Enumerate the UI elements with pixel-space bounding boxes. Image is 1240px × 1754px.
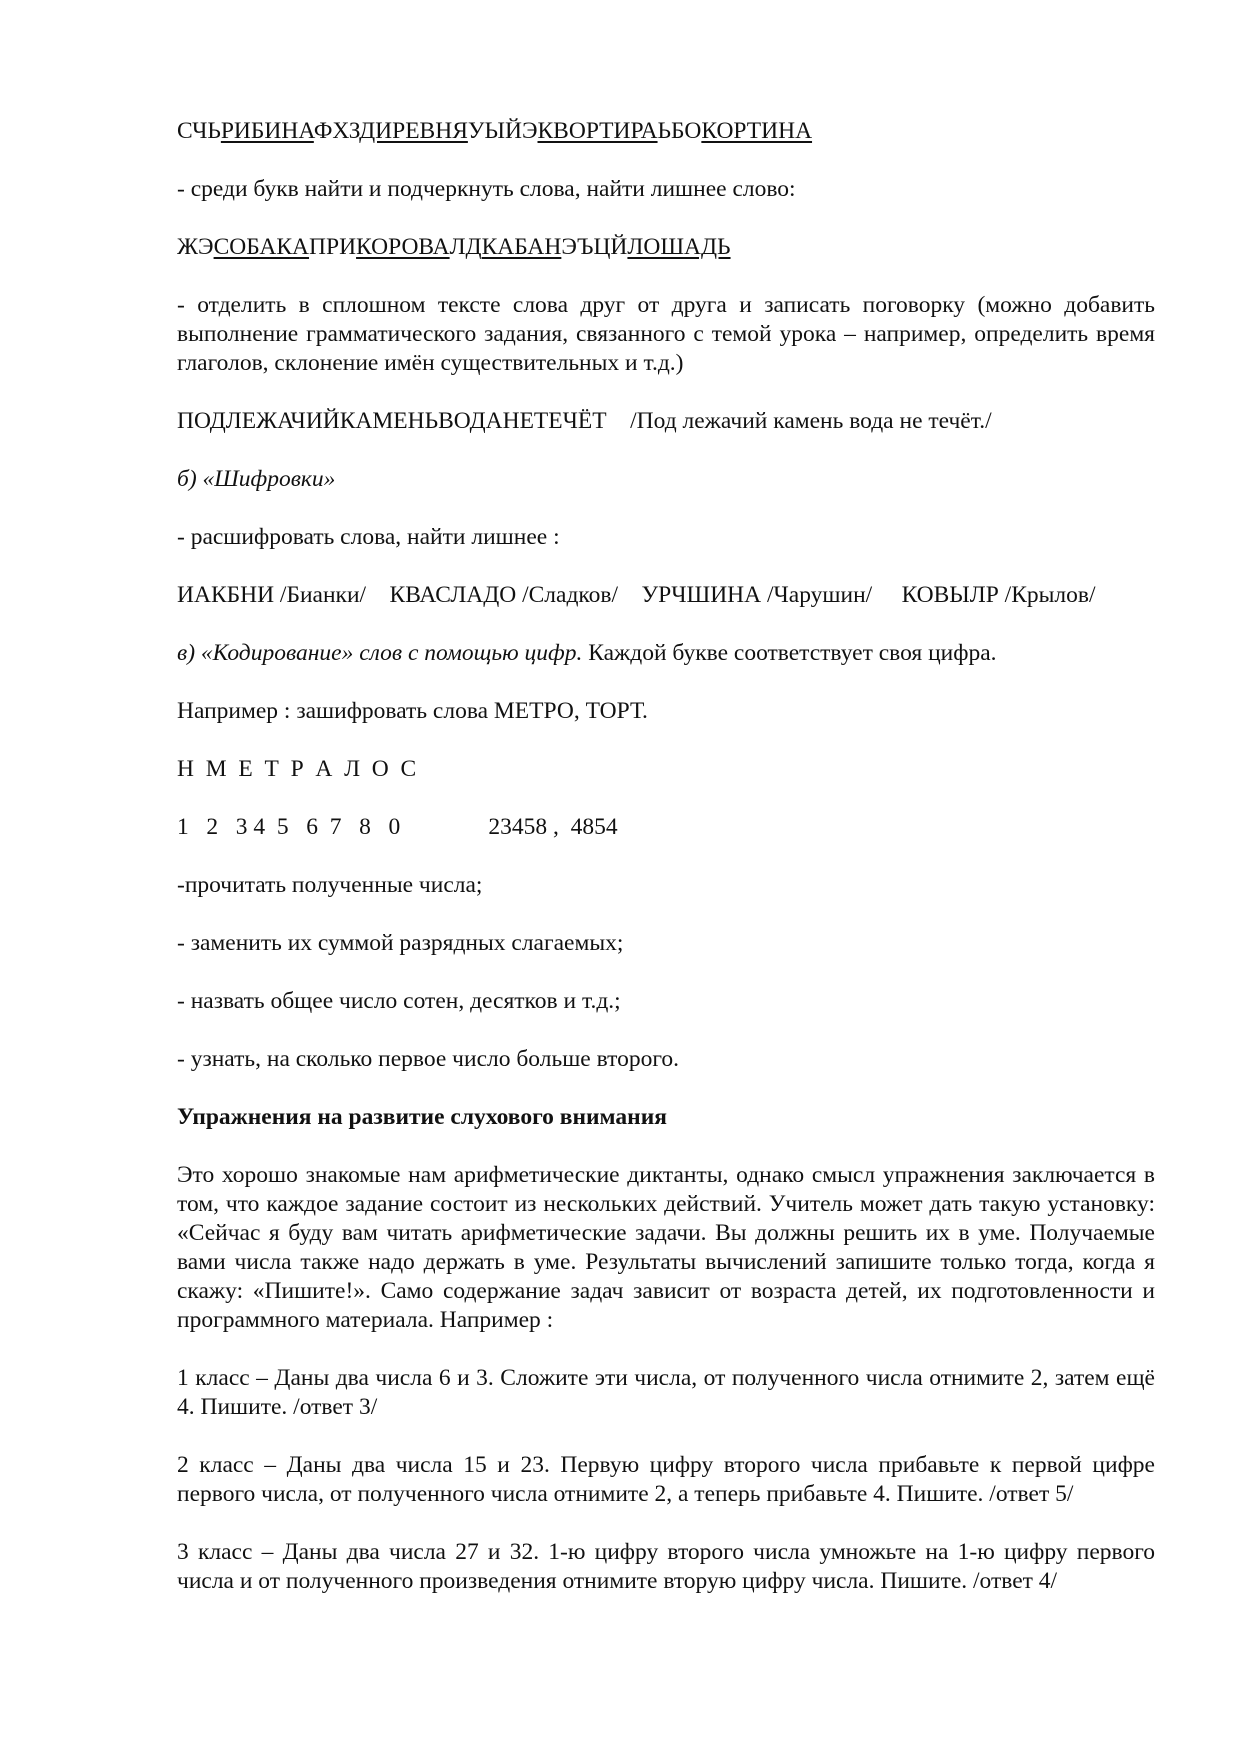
example-paragraph: 3 класс – Даны два числа 27 и 32. 1-ю цифру второго числа умножьте на 1-ю цифру первого числа и от полученного произведения отнимите вторую цифру числа. Пишите. /ответ 4/ [177, 1539, 1155, 1594]
letters-row: Н М Е Т Р А Л О С [177, 756, 417, 782]
task-find-words: - среди букв найти и подчеркнуть слова, найти лишнее слово: [177, 176, 796, 202]
digits-row: 1 2 3 4 5 6 7 8 0 23458 , 4854 [177, 814, 618, 840]
section-heading: Упражнения на развитие слухового внимания [177, 1104, 667, 1130]
letter-string-2 [177, 233, 1155, 262]
segment: ФХЗ [313, 118, 360, 144]
proverb-line: ПОДЛЕЖАЧИЙКАМЕНЬВОДАНЕТЕЧЁТ /Под лежачий камень вода не течёт./ [177, 408, 992, 434]
section-v-heading: в) «Кодирование» слов с помощью цифр. [177, 640, 583, 666]
segment: ЭЪЦЙ [561, 234, 628, 260]
section-v [177, 639, 1155, 668]
segment: ЛД [449, 234, 482, 260]
example-line: Например : зашифровать слова МЕТРО, ТОРТ. [177, 698, 648, 724]
anagrams-line: ИАКБНИ /Бианки/ КВАСЛАДО /Сладков/ УРЧШИНА /Чарушин/ КОВЫЛР /Крылов/ [177, 582, 1096, 608]
task-separate: - отделить в сплошном тексте слова друг от друга и записать поговорку (можно добавить выполнение грамматического задания, связанного с темой урока – например, определить время глаголов, склонение имён существительных и т.д.) [177, 292, 1155, 376]
underlined-word: СОБАКА [213, 234, 310, 260]
segment: СЧЬ [177, 118, 221, 144]
task-decode: - расшифровать слова, найти лишнее : [177, 524, 560, 550]
letter-string-1 [177, 117, 1155, 146]
underlined-word: КОРТИНА [701, 118, 813, 144]
document-page [177, 117, 1155, 1625]
underlined-word: РИБИНА [220, 118, 314, 144]
section-b-heading: б) «Шифровки» [177, 466, 336, 492]
intro-paragraph: Это хорошо знакомые нам арифметические диктанты, однако смысл упражнения заключается в том, что каждое задание состоит из нескольких действий. Учитель может дать такую установку: «Сейчас я буду вам читать арифметические задачи. Вы должны решить их в уме. Получаемые вами числа также надо держать в уме. Результаты вычислений запишите только тогда, когда я скажу: «Пишите!». Само содержание задач зависит от возраста детей, их подготовленности и программного материала. Например : [177, 1162, 1155, 1333]
underlined-word: КВОРТИРА [537, 118, 658, 144]
segment: ПРИ [309, 234, 357, 260]
underlined-word: КОРОВА [356, 234, 450, 260]
task-item: - назвать общее число сотен, десятков и т.д.; [177, 988, 621, 1014]
task-item: - узнать, на сколько первое число больше второго. [177, 1046, 679, 1072]
underlined-word: ДИРЕВНЯ [359, 118, 468, 144]
example-paragraph: 2 класс – Даны два числа 15 и 23. Первую цифру второго числа прибавьте к первой цифре первого числа, от полученного числа отнимите 2, а теперь прибавьте 4. Пишите. /ответ 5/ [177, 1452, 1155, 1507]
segment: ЖЭ [177, 234, 214, 260]
segment: УЫЙЭ [467, 118, 538, 144]
underlined-word: КАБАН [481, 234, 562, 260]
task-item: -прочитать полученные числа; [177, 872, 483, 898]
underlined-word: ЛОШАДЬ [627, 234, 731, 260]
segment: ЬБО [657, 118, 702, 144]
section-v-text: Каждой букве соответствует своя цифра. [582, 640, 997, 666]
example-paragraph: 1 класс – Даны два числа 6 и 3. Сложите эти числа, от полученного числа отнимите 2, затем ещё 4. Пишите. /ответ 3/ [177, 1365, 1155, 1420]
task-item: - заменить их суммой разрядных слагаемых; [177, 930, 624, 956]
